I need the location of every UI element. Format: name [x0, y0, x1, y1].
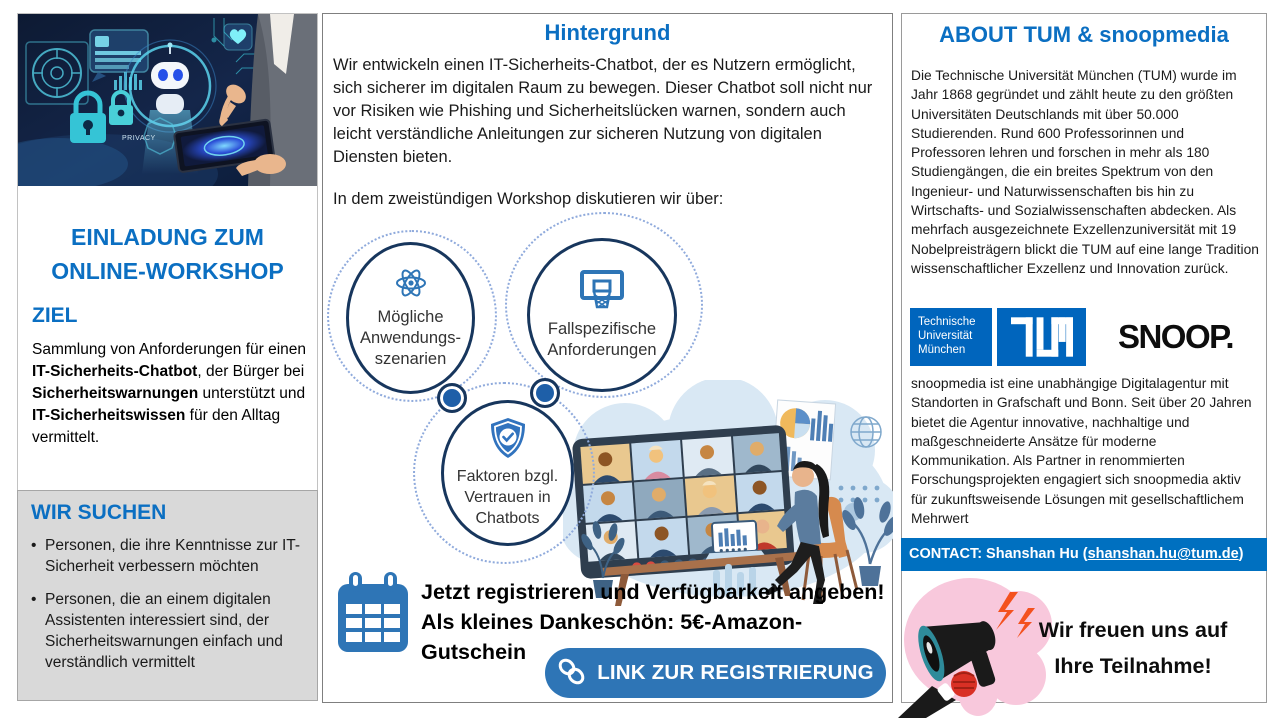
tum-lettermark-logo: [997, 308, 1086, 366]
topic-label-line: Chatbots: [475, 510, 540, 527]
heart-icon: [224, 24, 252, 50]
snoopmedia-logo: SNOOP.: [1117, 318, 1234, 355]
shield-check-icon: [489, 417, 527, 464]
ziel-text: Sammlung von Anforderungen für einen IT-Sicherheits-Chatbot, der Bürger bei Sicherheitswarnungen unterstützt und IT-Sicherheitswissen für den Alltag vermittelt.: [32, 341, 307, 446]
topic-label-line: Anforderungen: [547, 340, 657, 359]
list-item-text: Personen, die ihre Kenntnisse zur IT-Sicherheit verbessern möchten: [45, 537, 301, 575]
laptop: [704, 520, 766, 559]
connector-dot: [530, 378, 560, 408]
hero-illustration: [18, 14, 317, 186]
atom-icon: [394, 266, 428, 305]
calendar-icon: [336, 572, 410, 661]
topic-circle-anforderungen: [527, 238, 677, 392]
connector-dot: [437, 383, 467, 413]
workshop-line: In dem zweistündigen Workshop diskutieren wir über:: [333, 190, 724, 208]
ziel-heading: ZIEL: [32, 304, 78, 327]
contact-bar: CONTACT: Shanshan Hu (shanshan.hu@tum.de): [901, 538, 1267, 571]
topic-label-line: Mögliche: [377, 308, 444, 326]
closing-line2: Ihre Teilnahme!: [1054, 654, 1212, 678]
cta-line2: Als kleines Dankeschön: 5€-Amazon-Gutschein: [421, 610, 803, 664]
register-link-button[interactable]: [545, 648, 886, 698]
about-panel: [901, 13, 1267, 703]
video-call-illustration: [563, 380, 893, 606]
tum-wordmark-logo: Technische Universität München: [910, 308, 992, 366]
closing-line1: Wir freuen uns auf: [1038, 618, 1228, 642]
flyer-title-line2: ONLINE-WORKSHOP: [51, 258, 284, 284]
cta-line1: Jetzt registrieren und Verfügbarkeit angeben!: [421, 580, 885, 604]
list-item: [31, 535, 304, 577]
register-button-label: LINK ZUR REGISTRIERUNG: [597, 661, 874, 684]
topic-label-line: Fallspezifische: [547, 319, 657, 338]
hintergrund-panel: [322, 13, 893, 703]
contact-email-link[interactable]: shanshan.hu@tum.de: [1087, 546, 1239, 562]
wir-suchen-heading: WIR SUCHEN: [31, 501, 167, 524]
topic-circle-vertrauen: [441, 400, 574, 546]
list-item-text: Personen, die an einem digitalen Assistenten interessiert sind, der Sicherheitswarnungen einfach und verständlich vermittelt: [45, 591, 283, 671]
bullet-icon: •: [31, 591, 37, 608]
link-icon: [557, 657, 587, 690]
snoopmedia-description: snoopmedia ist eine unabhängige Digitalagentur mit Standorten in Grafschaft und Bonn. Seit über 20 Jahren bietet die Agentur innovative, nachhaltige und maßgeschneiderte Ansätze für moderne Kommunikation. Als Partner in renommierten Forschungsprojekten engagiert sich snoopmedia aktiv für zukunftsweisende Lösungen mit gesellschaftlichem Mehrwert: [911, 376, 1252, 527]
flyer-title-line1: EINLADUNG ZUM: [71, 224, 264, 250]
left-panel: [17, 13, 318, 701]
target-group-list: [31, 535, 304, 673]
tum-description: Die Technische Universität München (TUM) wurde im Jahr 1868 gegründet und zählt heute zu den größten Universitäten Deutschlands mit über 50.000 Studierenden. Rund 600 Professorinnen und Professoren lehren und forschen in mehr als 180 Studiengängen, die ein breites Spektrum von den Ingenieur- und Naturwissenschaften bis hin zu Wirtschafts- und Sozialwissenschaften abdecken. Als mehrfach ausgezeichnete Exzellenzuniversität mit 19 Nobelpreisträgern blickt die TUM auf eine lange Tradition wissenschaftlicher Exzellenz und Innovation zurück.: [911, 68, 1259, 276]
wir-suchen-section: [17, 490, 318, 701]
flyer-title: [18, 220, 317, 288]
topic-label-line: szenarien: [374, 350, 447, 368]
logo-row: [910, 308, 1260, 366]
bullet-icon: •: [31, 537, 37, 554]
topic-label-line: Faktoren bzgl.: [456, 468, 559, 485]
topic-circle-anwendungsszenarien: [346, 242, 475, 394]
hintergrund-heading: Hintergrund: [544, 20, 671, 45]
about-heading: ABOUT TUM & snoopmedia: [939, 22, 1229, 47]
hintergrund-intro: Wir entwickeln einen IT-Sicherheits-Chatbot, der es Nutzern ermöglicht, sich sicherer im digitalen Raum zu bewegen. Dieser Chatbot soll nicht nur vor Risiken wie Phishing und Sicherheitslücken warnen, sondern auch leicht verständliche Anleitungen zur sicheren Nutzung von digitalen Diensten bieten.: [333, 56, 873, 166]
closing-text: [1002, 612, 1264, 684]
basketball-hoop-icon: [579, 270, 625, 317]
list-item: [31, 589, 304, 673]
privacy-label: PRIVACY: [122, 135, 156, 142]
topic-label-line: Anwendungs-: [360, 329, 461, 347]
topic-label-line: Vertrauen in: [464, 489, 551, 506]
